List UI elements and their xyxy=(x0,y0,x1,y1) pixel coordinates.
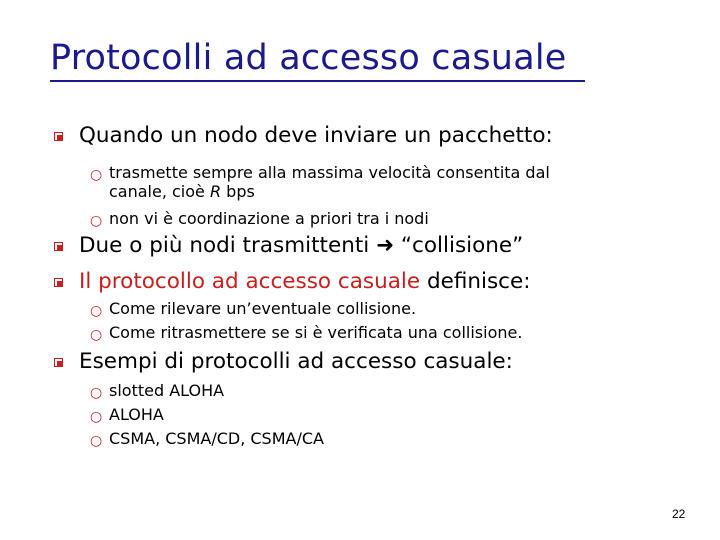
circle-bullet-icon: ○ xyxy=(90,327,103,343)
bullet-1-text: Quando un nodo deve inviare un pacchetto: xyxy=(79,123,553,148)
bullet-1-sub-2-text: non vi è coordinazione a priori tra i nodi xyxy=(109,209,429,228)
circle-bullet-icon: ○ xyxy=(90,385,103,401)
bullet-4-sub-2-text: ALOHA xyxy=(109,405,164,424)
bullet-4-sub-3-text: CSMA, CSMA/CD, CSMA/CA xyxy=(109,429,324,448)
circle-bullet-icon: ○ xyxy=(90,213,103,229)
bullet-4-text: Esempi di protocolli ad accesso casuale: xyxy=(79,349,513,374)
circle-bullet-icon: ○ xyxy=(90,167,103,183)
page-number: 22 xyxy=(672,507,686,521)
bullet-3-rest: definisce: xyxy=(420,269,531,294)
bullet-4-sub-1-text: slotted ALOHA xyxy=(109,381,225,400)
square-bullet-icon xyxy=(54,132,63,141)
square-bullet-icon xyxy=(54,242,63,251)
square-bullet-icon xyxy=(54,278,63,287)
square-bullet-icon xyxy=(54,358,63,367)
bullet-3-highlight: Il protocollo ad accesso casuale xyxy=(79,269,421,294)
circle-bullet-icon: ○ xyxy=(90,303,103,319)
bullet-1-sub-1-text: trasmette sempre alla massima velocità consentita dal canale, cioè R bps xyxy=(109,163,550,201)
slide-title: Protocolli ad accesso casuale xyxy=(50,38,567,78)
bullet-2-text: Due o più nodi trasmittenti ➜ “collisione” xyxy=(79,233,524,258)
circle-bullet-icon: ○ xyxy=(90,433,103,449)
bullet-3-sub-2-text: Come ritrasmettere se si è verificata una collisione. xyxy=(109,323,523,342)
bullet-3-sub-1-text: Come rilevare un’eventuale collisione. xyxy=(109,299,417,318)
circle-bullet-icon: ○ xyxy=(90,409,103,425)
bullet-3-text xyxy=(79,270,530,294)
title-underline xyxy=(50,80,585,82)
